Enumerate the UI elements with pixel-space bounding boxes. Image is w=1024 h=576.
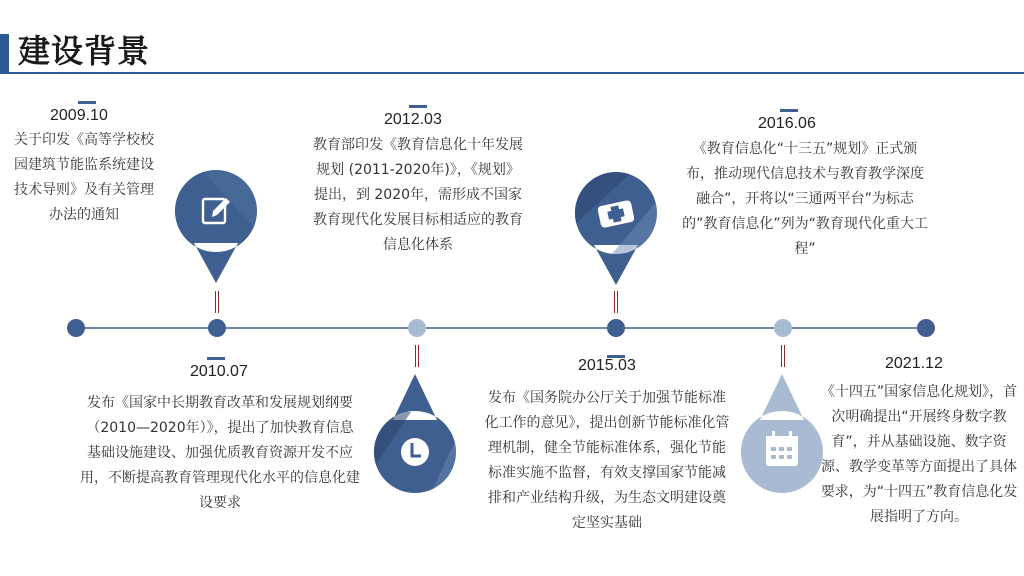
event-date: 2012.03 bbox=[384, 111, 442, 128]
clock-icon bbox=[401, 438, 429, 466]
title-underline bbox=[0, 72, 1024, 74]
timeline-axis bbox=[76, 327, 926, 329]
timeline-node-start bbox=[67, 319, 85, 337]
pin-marker bbox=[572, 167, 660, 289]
timeline-node-2015 bbox=[607, 319, 625, 337]
timeline-node-2016 bbox=[774, 319, 792, 337]
timeline-stem bbox=[215, 291, 219, 313]
timeline-node-end bbox=[917, 319, 935, 337]
event-description: 关于印发《高等学校校园建筑节能监系统建设技术导则》及有关管理办法的通知 bbox=[14, 132, 154, 223]
title-accent-bar bbox=[0, 34, 9, 72]
timeline-stem bbox=[415, 345, 419, 367]
date-marker bbox=[207, 357, 225, 360]
event-description: 发布《国家中长期教育改革和发展规划纲要（2010—2020年）》，提出了加快教育信息基础设施建设、加强优质教育资源开发不应用，不断提高教育管理现代化水平的信息化建设要求 bbox=[80, 395, 360, 511]
event-date: 2009.10 bbox=[50, 107, 108, 124]
event-description: 教育部印发《教育信息化十年发展规划 (2011-2020年)》，《规划》提出，到 2020年，需形成不国家教育现代化发展目标相适应的教育信息化体系 bbox=[313, 137, 523, 253]
date-marker bbox=[78, 101, 96, 104]
page-title: 建设背景 bbox=[18, 32, 151, 70]
timeline-node-2009 bbox=[208, 319, 226, 337]
event-description: 发布《国务院办公厅关于加强节能标准化工作的意见》，提出创新节能标准化管理机制，健全节能标准体系，强化节能标准实施不监督，有效支撑国家节能减排和产业结构升级，为生态文明建设奠定坚实基础 bbox=[484, 390, 730, 531]
event-date: 2015.03 bbox=[578, 357, 636, 374]
timeline-node-2010 bbox=[408, 319, 426, 337]
event-description: 《十四五”国家信息化规划》，首次明确提出“开展终身数字教育”，并从基础设施、数字资源、教学变革等方面提出了具体要求，为“十四五”教育信息化发展指明了方向。 bbox=[820, 384, 1018, 525]
calendar-icon bbox=[766, 431, 798, 466]
event-description: 《教育信息化“十三五”规划》正式颁布，推动现代信息技术与教育教学深度融合”，开将以“三通两平台”为标志的”教育信息化”列为“教育现代化重大工程” bbox=[682, 141, 928, 257]
pin-marker bbox=[371, 372, 459, 496]
pin-marker bbox=[738, 372, 826, 496]
event-date: 2010.07 bbox=[190, 363, 248, 380]
pin-marker bbox=[172, 165, 260, 287]
date-marker bbox=[780, 109, 798, 112]
date-marker bbox=[409, 105, 427, 108]
timeline-stem bbox=[614, 291, 618, 313]
event-date: 2016.06 bbox=[758, 115, 816, 132]
event-date: 2021.12 bbox=[885, 355, 943, 372]
timeline-stem bbox=[781, 345, 785, 367]
